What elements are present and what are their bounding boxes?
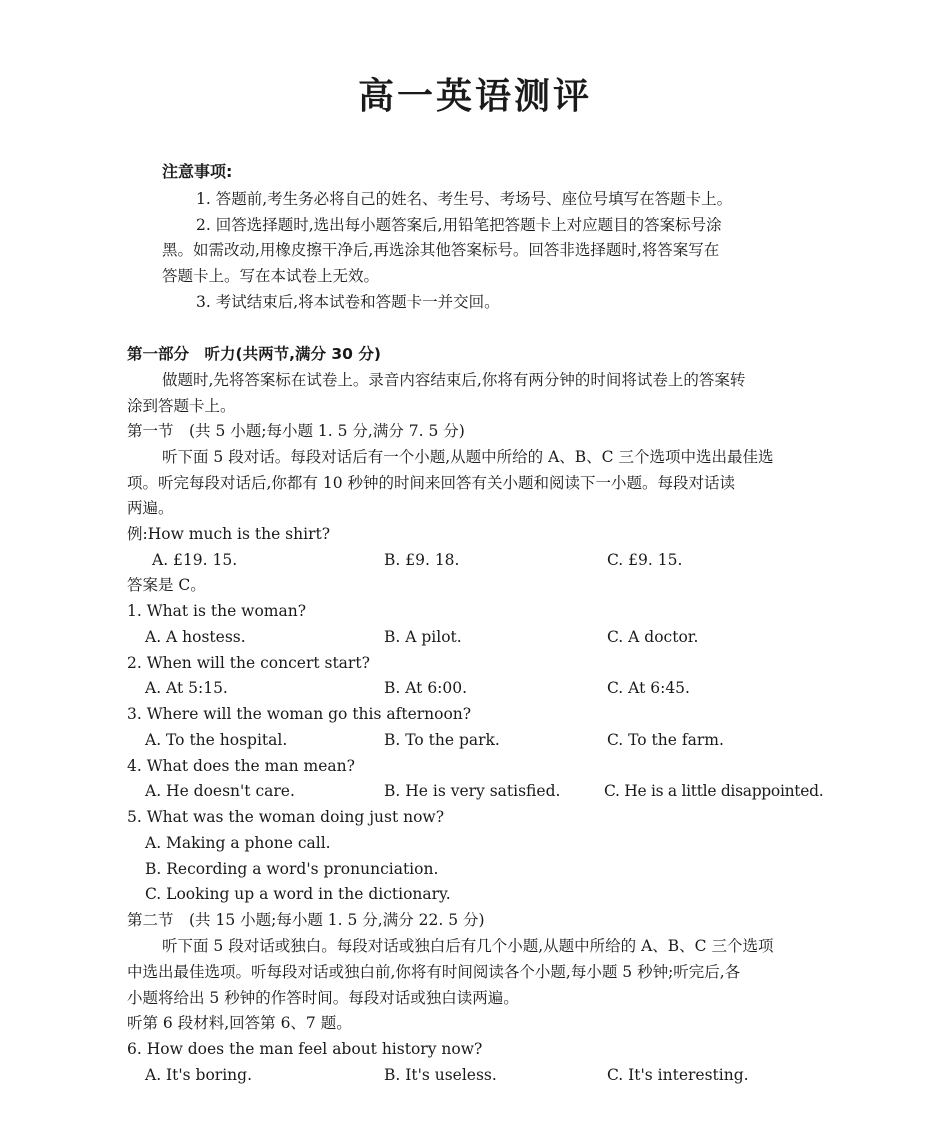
- section1-intro-line-2: 项。听完每段对话后,你都有 10 秒钟的时间来回答有关小题和阅读下一小题。每段对话读: [127, 474, 736, 492]
- question-3-option-c: C. To the farm.: [607, 731, 724, 749]
- example-option-b: B. £9. 18.: [384, 551, 460, 569]
- question-2-option-b: B. At 6:00.: [384, 679, 468, 697]
- section1-heading: 第一节 (共 5 小题;每小题 1. 5 分,满分 7. 5 分): [127, 422, 465, 440]
- question-2-option-c: C. At 6:45.: [607, 679, 690, 697]
- example-question: 例:How much is the shirt?: [127, 525, 331, 543]
- question-5-option-c: C. Looking up a word in the dictionary.: [145, 885, 451, 903]
- section2-material-6: 听第 6 段材料,回答第 6、7 题。: [127, 1014, 352, 1032]
- notice-item-2-line-2: 黑。如需改动,用橡皮擦干净后,再选涂其他答案标号。回答非选择题时,将答案写在: [162, 241, 720, 259]
- exam-title: 高一英语测评: [357, 76, 592, 117]
- question-4-option-c: C. He is a little disappointed.: [604, 782, 824, 800]
- notice-item-1: 1. 答题前,考生务必将自己的姓名、考生号、考场号、座位号填写在答题卡上。: [196, 190, 733, 208]
- section2-intro-line-2: 中选出最佳选项。听每段对话或独白前,你将有时间阅读各个小题,每小题 5 秒钟;听完后,各: [127, 963, 741, 981]
- part1-intro-line-1: 做题时,先将答案标在试卷上。录音内容结束后,你将有两分钟的时间将试卷上的答案转: [162, 371, 746, 389]
- example-answer: 答案是 C。: [127, 576, 206, 594]
- question-4-option-a: A. He doesn't care.: [145, 782, 295, 800]
- question-1-option-b: B. A pilot.: [384, 628, 462, 646]
- section2-intro-line-3: 小题将给出 5 秒钟的作答时间。每段对话或独白读两遍。: [127, 989, 519, 1007]
- example-option-a: A. £19. 15.: [152, 551, 238, 569]
- question-3: 3. Where will the woman go this afternoon?: [127, 705, 472, 723]
- part1-intro-line-2: 涂到答题卡上。: [127, 397, 236, 415]
- question-3-option-a: A. To the hospital.: [145, 731, 288, 749]
- part1-heading: 第一部分 听力(共两节,满分 30 分): [127, 345, 381, 363]
- question-3-option-b: B. To the park.: [384, 731, 500, 749]
- section1-intro-line-3: 两遍。: [127, 499, 174, 517]
- question-2-option-a: A. At 5:15.: [145, 679, 228, 697]
- notice-heading: 注意事项:: [162, 162, 233, 181]
- example-option-c: C. £9. 15.: [607, 551, 683, 569]
- question-1-option-a: A. A hostess.: [145, 628, 246, 646]
- question-5: 5. What was the woman doing just now?: [127, 808, 445, 826]
- question-4-option-b: B. He is very satisfied.: [384, 782, 561, 800]
- notice-item-3: 3. 考试结束后,将本试卷和答题卡一并交回。: [196, 293, 500, 311]
- question-6-option-a: A. It's boring.: [145, 1066, 252, 1084]
- question-6-option-b: B. It's useless.: [384, 1066, 497, 1084]
- section2-heading: 第二节 (共 15 小题;每小题 1. 5 分,满分 22. 5 分): [127, 911, 485, 929]
- question-5-option-a: A. Making a phone call.: [145, 834, 331, 852]
- question-2: 2. When will the concert start?: [127, 654, 370, 672]
- question-5-option-b: B. Recording a word's pronunciation.: [145, 860, 439, 878]
- question-6: 6. How does the man feel about history now?: [127, 1040, 483, 1058]
- question-1-option-c: C. A doctor.: [607, 628, 699, 646]
- notice-item-2-line-3: 答题卡上。写在本试卷上无效。: [162, 267, 380, 285]
- question-4: 4. What does the man mean?: [127, 757, 355, 775]
- notice-item-2-line-1: 2. 回答选择题时,选出每小题答案后,用铅笔把答题卡上对应题目的答案标号涂: [196, 216, 722, 234]
- question-6-option-c: C. It's interesting.: [607, 1066, 749, 1084]
- question-1: 1. What is the woman?: [127, 602, 307, 620]
- section1-intro-line-1: 听下面 5 段对话。每段对话后有一个小题,从题中所给的 A、B、C 三个选项中选出最佳选: [162, 448, 774, 466]
- section2-intro-line-1: 听下面 5 段对话或独白。每段对话或独白后有几个小题,从题中所给的 A、B、C 三个选项: [162, 937, 774, 955]
